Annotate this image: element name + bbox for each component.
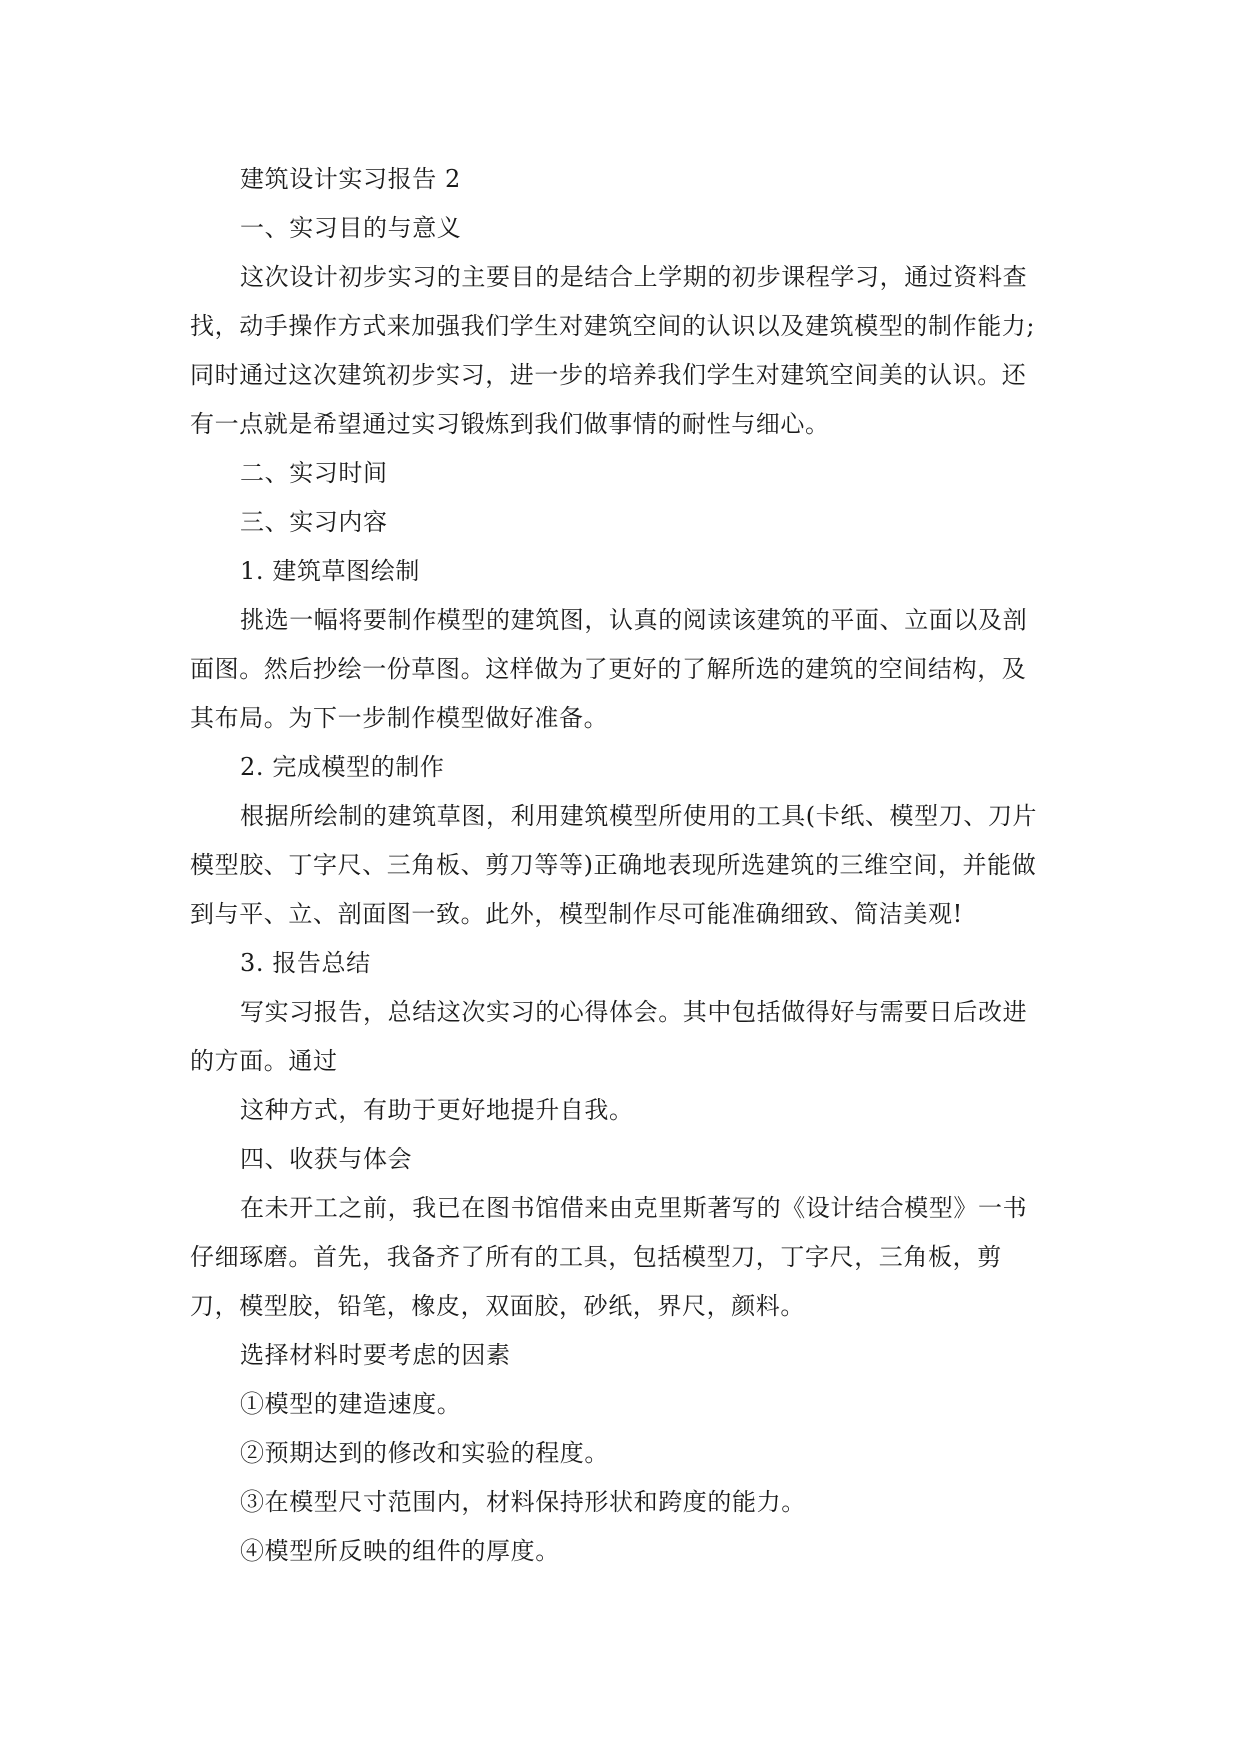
document-body — [190, 155, 1060, 1576]
paragraph-line: 根据所绘制的建筑草图，利用建筑模型所使用的工具(卡纸、模型刀、刀片 — [240, 802, 1038, 830]
section-heading-purpose: 一、实习目的与意义 — [240, 214, 462, 242]
factor-item: ②预期达到的修改和实验的程度。 — [240, 1439, 609, 1467]
paragraph-line: 的方面。通过 — [190, 1047, 338, 1075]
paragraph-line: 仔细琢磨。首先，我备齐了所有的工具，包括模型刀，丁字尺，三角板，剪 — [190, 1243, 1002, 1271]
paragraph-line: 其布局。为下一步制作模型做好准备。 — [190, 704, 609, 732]
paragraph-line: 找，动手操作方式来加强我们学生对建筑空间的认识以及建筑模型的制作能力; — [190, 312, 1036, 340]
section-heading-time: 二、实习时间 — [240, 459, 388, 487]
paragraph-line: 有一点就是希望通过实习锻炼到我们做事情的耐性与细心。 — [190, 410, 830, 438]
section-heading-gains: 四、收获与体会 — [240, 1145, 413, 1173]
factor-item: ④模型所反映的组件的厚度。 — [240, 1537, 560, 1565]
document-title: 建筑设计实习报告 2 — [240, 165, 461, 193]
paragraph-line: 面图。然后抄绘一份草图。这样做为了更好的了解所选的建筑的空间结构，及 — [190, 655, 1027, 683]
subsection-heading-model: 2. 完成模型的制作 — [240, 753, 445, 781]
paragraph-line: 刀，模型胶，铅笔，橡皮，双面胶，砂纸，界尺，颜料。 — [190, 1292, 805, 1320]
subsection-heading-sketch: 1. 建筑草图绘制 — [240, 557, 420, 585]
paragraph-line: 到与平、立、剖面图一致。此外，模型制作尽可能准确细致、简洁美观! — [190, 900, 963, 928]
paragraph-heading-materials: 选择材料时要考虑的因素 — [240, 1341, 511, 1369]
section-heading-content: 三、实习内容 — [240, 508, 388, 536]
paragraph-line: 在未开工之前，我已在图书馆借来由克里斯著写的《设计结合模型》一书 — [240, 1194, 1028, 1222]
factor-item: ①模型的建造速度。 — [240, 1390, 462, 1418]
paragraph-line: 同时通过这次建筑初步实习，进一步的培养我们学生对建筑空间美的认识。还 — [190, 361, 1027, 389]
paragraph-line: 写实习报告，总结这次实习的心得体会。其中包括做得好与需要日后改进 — [240, 998, 1028, 1026]
paragraph-line: 这次设计初步实习的主要目的是结合上学期的初步课程学习，通过资料查 — [240, 263, 1028, 291]
subsection-heading-report: 3. 报告总结 — [240, 949, 371, 977]
factor-item: ③在模型尺寸范围内，材料保持形状和跨度的能力。 — [240, 1488, 806, 1516]
paragraph-line: 这种方式，有助于更好地提升自我。 — [240, 1096, 634, 1124]
paragraph-line: 模型胶、丁字尺、三角板、剪刀等等)正确地表现所选建筑的三维空间，并能做 — [190, 851, 1037, 879]
paragraph-line: 挑选一幅将要制作模型的建筑图，认真的阅读该建筑的平面、立面以及剖 — [240, 606, 1028, 634]
